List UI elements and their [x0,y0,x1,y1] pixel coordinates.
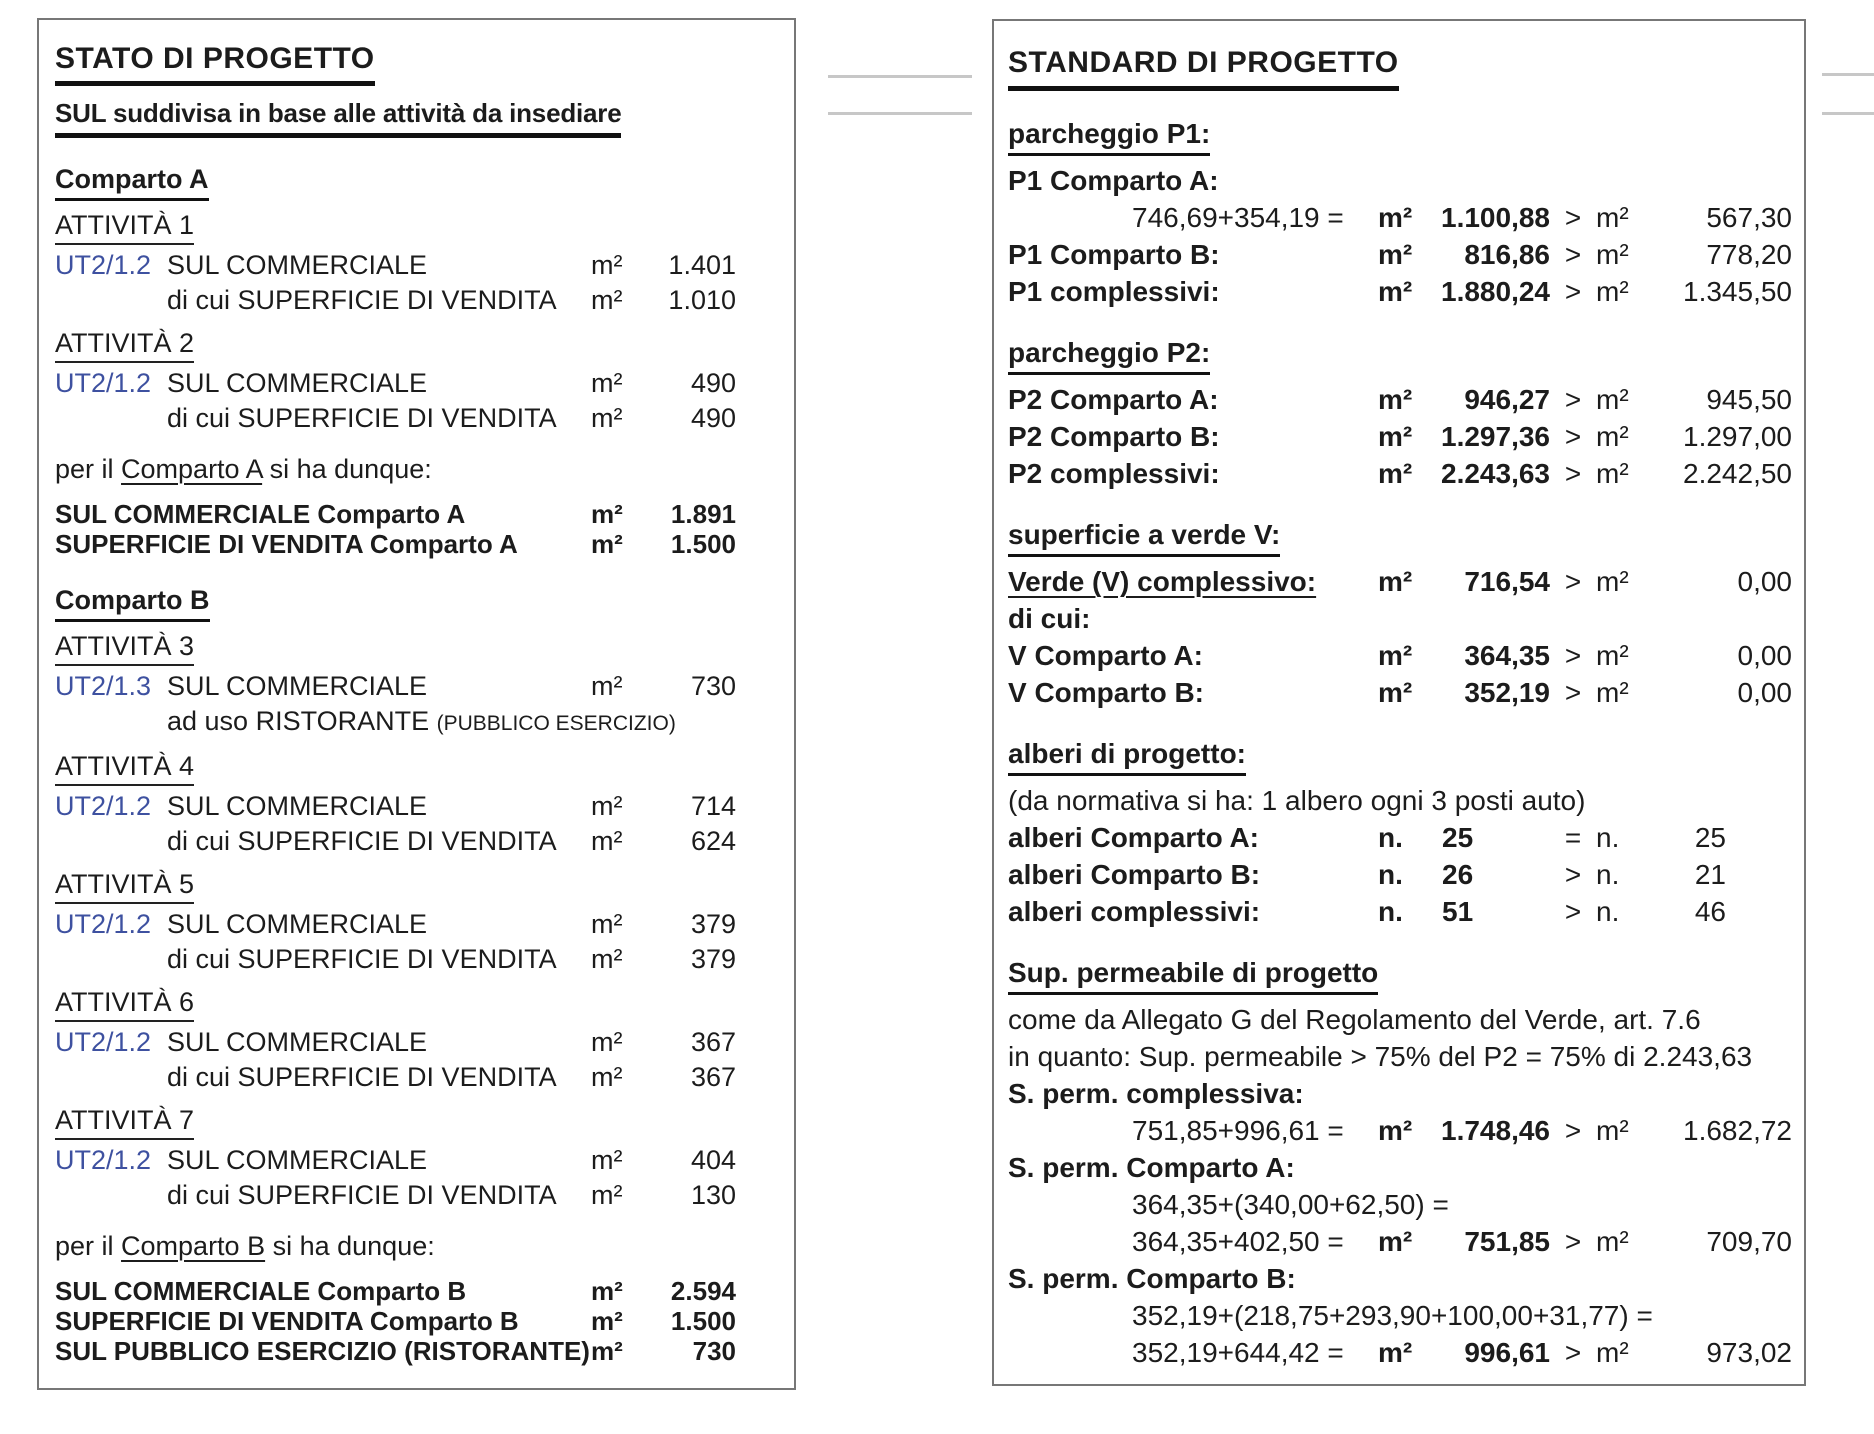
row-label: di cui SUPERFICIE DI VENDITA [167,403,557,433]
unit-cell: m² [1596,458,1629,489]
parcheggio-p1-group [1008,117,1792,310]
value-cell: 367 [690,1062,736,1092]
urban-code: UT2/1.2 [55,250,152,280]
unit-cell: m² [591,1062,623,1092]
value-cell: 490 [690,403,736,433]
unit-cell: m² [1378,640,1413,671]
alberi-note: (da normativa si ha: 1 albero ogni 3 posti auto) [1008,785,1586,816]
value-cell: 567,30 [1706,202,1792,233]
total-row [55,1306,736,1336]
comparator-cell: > [1564,276,1582,307]
value-cell: 1.500 [670,529,736,559]
unit-cell: m² [591,250,623,280]
unit-cell: m² [1378,239,1413,270]
row-label: di cui SUPERFICIE DI VENDITA [167,826,557,856]
separator-line-right-bottom [1822,112,1874,115]
superficie-verde-group [1008,518,1792,711]
formula-row: 364,35+(340,00+62,50) = [1132,1189,1449,1220]
table-row [55,789,736,824]
attivita-5-heading: ATTIVITÀ 5 [55,868,736,904]
comparator-cell: = [1564,822,1582,853]
unit-cell: m² [1378,1226,1413,1257]
formula-cell: 746,69+354,19 = [1132,202,1344,233]
unit-cell: m² [591,1336,623,1366]
comparator-cell: > [1564,896,1582,927]
comparator-cell: > [1564,458,1582,489]
value-cell: 1.345,50 [1683,276,1792,307]
unit-cell: m² [1596,566,1629,597]
table-row [1008,893,1792,930]
unit-cell: m² [1378,1337,1413,1368]
value-cell: 0,00 [1737,677,1792,708]
attivita-2-heading: ATTIVITÀ 2 [55,327,736,363]
unit-cell: m² [591,1306,623,1336]
attivita-2-block [55,327,736,436]
comparto-a-summary-intro: per il Comparto A si ha dunque: [55,454,432,484]
unit-cell: m² [1378,421,1413,452]
unit-cell: m² [1378,202,1413,233]
table-row [1008,1223,1792,1260]
value-cell: 751,85 [1464,1226,1550,1257]
parcheggio-p2-heading: parcheggio P2: [1008,336,1792,375]
value-cell: 2.243,63 [1441,458,1550,489]
value-cell: 1.500 [670,1306,736,1336]
total-label: SUL PUBBLICO ESERCIZIO (RISTORANTE) [55,1336,590,1366]
right-panel-title [1008,43,1792,91]
value-cell: 778,20 [1706,239,1792,270]
unit-cell: n. [1378,859,1403,890]
comparto-a-section [55,162,736,559]
row-label: di cui SUPERFICIE DI VENDITA [167,285,557,315]
unit-cell: m² [1378,384,1413,415]
total-label: SUPERFICIE DI VENDITA Comparto A [55,529,518,559]
row-label: V Comparto B: [1008,677,1204,708]
comparator-cell: > [1564,421,1582,452]
row-label: P1 complessivi: [1008,276,1220,307]
row-label: SUL COMMERCIALE [167,791,428,821]
value-cell: 0,00 [1737,640,1792,671]
table-row [55,401,736,436]
unit-cell: m² [591,1027,623,1057]
comparto-a-totals [55,499,736,559]
comparator-cell: > [1564,384,1582,415]
table-row [55,283,736,318]
row-label: S. perm. complessiva: [1008,1078,1304,1109]
unit-cell: m² [591,368,623,398]
value-cell: 25 [1694,822,1726,853]
comparator-cell: > [1564,239,1582,270]
unit-cell: n. [1596,859,1620,890]
table-row [1008,273,1792,310]
unit-cell: m² [1596,202,1629,233]
row-label: V Comparto A: [1008,640,1203,671]
unit-cell: m² [1378,458,1413,489]
comparator-cell: > [1564,1115,1582,1146]
row-label: P1 Comparto B: [1008,239,1220,270]
unit-cell: m² [591,285,623,315]
unit-cell: m² [591,671,623,701]
attivita-4-block [55,750,736,859]
row-label: P1 Comparto A: [1008,165,1219,196]
row-label-note: (PUBBLICO ESERCIZIO) [436,712,676,735]
value-cell: 2.594 [670,1276,736,1306]
comparator-cell: > [1564,640,1582,671]
unit-cell: m² [591,529,623,559]
unit-cell: m² [591,1276,623,1306]
attivita-7-heading: ATTIVITÀ 7 [55,1104,736,1140]
value-cell: 352,19 [1464,677,1550,708]
unit-cell: m² [1378,677,1413,708]
comparto-b-heading: Comparto B [55,583,736,622]
row-label: SUL COMMERCIALE [167,1027,428,1057]
parcheggio-p1-heading: parcheggio P1: [1008,117,1792,156]
standard-di-progetto-panel [992,19,1806,1386]
row-label: SUL COMMERCIALE [167,909,428,939]
unit-cell: m² [1596,1226,1629,1257]
table-row [1008,236,1792,273]
table-row [55,907,736,942]
sup-permeabile-group [1008,956,1792,1371]
urban-code: UT2/1.2 [55,1027,152,1057]
unit-cell: m² [1596,1115,1629,1146]
value-cell: 130 [690,1180,736,1210]
value-cell: 973,02 [1706,1337,1792,1368]
unit-cell: m² [591,403,623,433]
table-row [1008,563,1792,600]
value-cell: 379 [690,944,736,974]
alberi-heading: alberi di progetto: [1008,737,1792,776]
total-row [55,499,736,529]
comparto-b-section [55,583,736,1366]
value-cell: 1.891 [670,499,736,529]
table-row [1008,418,1792,455]
value-cell: 1.010 [668,285,736,315]
comparator-cell: > [1564,859,1582,890]
value-cell: 51 [1442,896,1474,927]
value-cell: 730 [692,1336,736,1366]
unit-cell: m² [1596,276,1629,307]
attivita-1-block [55,209,736,318]
value-cell: 1.100,88 [1441,202,1550,233]
left-panel-title-text: STATO DI PROGETTO [55,40,375,86]
unit-cell: m² [591,944,623,974]
value-cell: 1.748,46 [1441,1115,1550,1146]
table-row [55,366,736,401]
row-label: alberi Comparto A: [1008,822,1259,853]
total-row [55,1276,736,1306]
superficie-verde-heading: superficie a verde V: [1008,518,1792,557]
table-row [1008,455,1792,492]
row-label: di cui SUPERFICIE DI VENDITA [167,1180,557,1210]
table-row [1008,1260,1792,1297]
value-cell: 816,86 [1464,239,1550,270]
value-cell: 624 [690,826,736,856]
attivita-4-heading: ATTIVITÀ 4 [55,750,736,786]
unit-cell: m² [591,499,623,529]
table-row [1008,600,1792,637]
total-row [55,1336,736,1366]
table-row [1008,199,1792,236]
unit-cell: m² [591,909,623,939]
value-cell: 379 [690,909,736,939]
value-cell: 490 [690,368,736,398]
row-label: SUL COMMERCIALE [167,1145,428,1175]
value-cell: 21 [1694,859,1726,890]
table-row [1008,819,1792,856]
sup-permeabile-note-2: in quanto: Sup. permeabile > 75% del P2 = 75% di 2.243,63 [1008,1041,1753,1072]
value-cell: 1.297,36 [1441,421,1550,452]
row-label: Verde (V) complessivo: [1008,566,1317,597]
urban-code: UT2/1.2 [55,368,152,398]
row-label: SUL COMMERCIALE [167,368,428,398]
formula-cell: 751,85+996,61 = [1132,1115,1344,1146]
value-cell: 0,00 [1737,566,1792,597]
value-cell: 714 [690,791,736,821]
value-cell: 404 [690,1145,736,1175]
value-cell: 996,61 [1464,1337,1550,1368]
unit-cell: m² [1596,421,1629,452]
sup-permeabile-note-1: come da Allegato G del Regolamento del Verde, art. 7.6 [1008,1004,1701,1035]
attivita-5-block [55,868,736,977]
separator-line-left-top [828,75,972,78]
table-row [55,248,736,283]
value-cell: 46 [1694,896,1726,927]
table-row [1008,856,1792,893]
table-row [55,669,736,704]
comparator-cell: > [1564,566,1582,597]
left-panel-title [55,40,736,86]
table-row [55,824,736,859]
table-row [1008,162,1792,199]
attivita-7-block [55,1104,736,1213]
table-row [1008,1112,1792,1149]
value-cell: 364,35 [1464,640,1550,671]
comparator-cell: > [1564,1226,1582,1257]
urban-code: UT2/1.3 [55,671,152,701]
table-row [55,1143,736,1178]
value-cell: 26 [1442,859,1474,890]
urban-code: UT2/1.2 [55,791,152,821]
value-cell: 945,50 [1706,384,1792,415]
unit-cell: m² [1378,566,1413,597]
total-label: SUPERFICIE DI VENDITA Comparto B [55,1306,519,1336]
unit-cell: m² [1378,1115,1413,1146]
table-row [55,942,736,977]
unit-cell: m² [1596,677,1629,708]
comparator-cell: > [1564,202,1582,233]
left-panel-subtitle [55,96,736,138]
row-label: S. perm. Comparto B: [1008,1263,1296,1294]
table-row [55,704,736,741]
alberi-group [1008,737,1792,930]
value-cell: 1.880,24 [1441,276,1550,307]
total-label: SUL COMMERCIALE Comparto A [55,499,466,529]
parcheggio-p2-group [1008,336,1792,492]
total-label: SUL COMMERCIALE Comparto B [55,1276,467,1306]
comparto-b-summary-intro: per il Comparto B si ha dunque: [55,1231,435,1261]
formula-cell: 352,19+644,42 = [1132,1337,1344,1368]
value-cell: 946,27 [1464,384,1550,415]
formula-cell: 364,35+402,50 = [1132,1226,1344,1257]
comparto-a-heading: Comparto A [55,162,736,201]
unit-cell: m² [1596,1337,1629,1368]
row-label: SUL COMMERCIALE [167,250,428,280]
table-row [1008,674,1792,711]
table-row [55,1178,736,1213]
value-cell: 2.242,50 [1683,458,1792,489]
value-cell: 709,70 [1706,1226,1792,1257]
comparator-cell: > [1564,677,1582,708]
unit-cell: n. [1378,896,1403,927]
urban-code: UT2/1.2 [55,1145,152,1175]
row-label: ad uso RISTORANTE (PUBBLICO ESERCIZIO) [167,706,676,736]
unit-cell: m² [1596,640,1629,671]
row-label: P2 complessivi: [1008,458,1220,489]
attivita-3-heading: ATTIVITÀ 3 [55,630,736,666]
unit-cell: m² [591,826,623,856]
unit-cell: m² [591,1180,623,1210]
row-label: SUL COMMERCIALE [167,671,428,701]
table-row [1008,381,1792,418]
table-row [1008,1075,1792,1112]
unit-cell: n. [1378,822,1403,853]
attivita-1-heading: ATTIVITÀ 1 [55,209,736,245]
row-label: P2 Comparto A: [1008,384,1219,415]
row-label: S. perm. Comparto A: [1008,1152,1295,1183]
separator-line-right-top [1822,73,1874,76]
row-label: alberi complessivi: [1008,896,1261,927]
row-label: alberi Comparto B: [1008,859,1261,890]
row-label: P2 Comparto B: [1008,421,1220,452]
table-row [1008,637,1792,674]
formula-row: 352,19+(218,75+293,90+100,00+31,77) = [1132,1300,1653,1331]
comparator-cell: > [1564,1337,1582,1368]
total-row [55,529,736,559]
sup-permeabile-heading: Sup. permeabile di progetto [1008,956,1792,995]
table-row [55,1025,736,1060]
value-cell: 730 [690,671,736,701]
unit-cell: m² [1378,276,1413,307]
value-cell: 25 [1442,822,1474,853]
unit-cell: m² [591,1145,623,1175]
table-row [55,1060,736,1095]
table-row [1008,1149,1792,1186]
attivita-6-heading: ATTIVITÀ 6 [55,986,736,1022]
value-cell: 1.401 [668,250,736,280]
table-row [1008,1334,1792,1371]
attivita-3-block [55,630,736,741]
row-label: di cui SUPERFICIE DI VENDITA [167,944,557,974]
separator-line-left-bottom [828,112,972,115]
comparto-b-totals [55,1276,736,1366]
row-label: di cui: [1008,603,1091,634]
value-cell: 1.297,00 [1683,421,1792,452]
value-cell: 1.682,72 [1683,1115,1792,1146]
row-label: di cui SUPERFICIE DI VENDITA [167,1062,557,1092]
attivita-6-block [55,986,736,1095]
unit-cell: n. [1596,822,1620,853]
urban-code: UT2/1.2 [55,909,152,939]
value-cell: 367 [690,1027,736,1057]
right-panel-title-text: STANDARD DI PROGETTO [1008,43,1399,91]
unit-cell: m² [591,791,623,821]
unit-cell: m² [1596,239,1629,270]
value-cell: 716,54 [1464,566,1550,597]
left-panel-subtitle-text: SUL suddivisa in base alle attività da insediare [55,96,621,138]
unit-cell: n. [1596,896,1620,927]
stato-di-progetto-panel [37,18,796,1390]
unit-cell: m² [1596,384,1629,415]
